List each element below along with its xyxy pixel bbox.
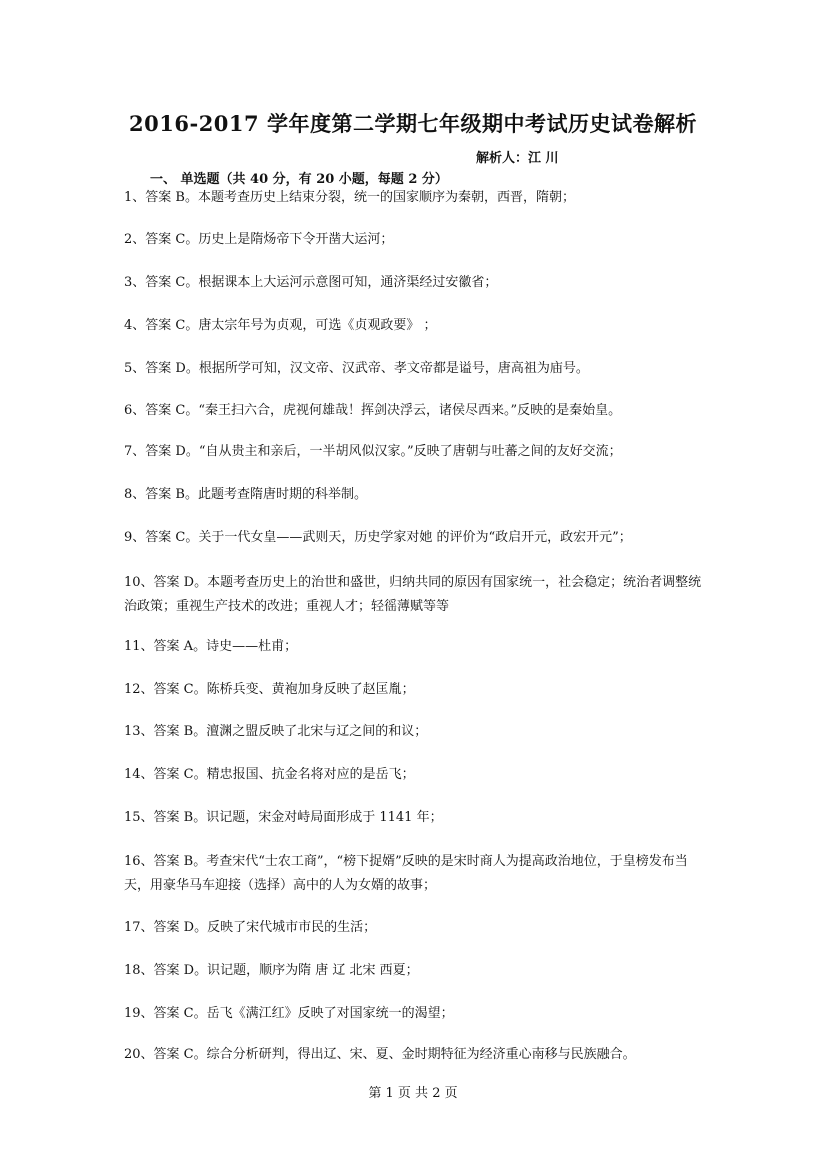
section-heading: 一、 单选题（共 40 分，有 20 小题，每题 2 分）	[150, 172, 448, 187]
answer-item-17: 17、答案 D。反映了宋代城市市民的生活；	[124, 920, 377, 935]
answer-item-7: 7、答案 D。“自从贵主和亲后，一半胡风似汉家。”反映了唐朝与吐蕃之间的友好交流；	[124, 444, 622, 459]
analyst-name: 解析人：江 川	[476, 151, 559, 166]
answer-item-20: 20、答案 C。综合分析研判，得出辽、宋、夏、金时期特征为经济重心南移与民族融合。	[124, 1047, 636, 1062]
answer-item-15: 15、答案 B。识记题，宋金对峙局面形成于 1141 年；	[124, 810, 443, 825]
answer-item-1: 1、答案 B。本题考查历史上结束分裂，统一的国家顺序为秦朝，西晋，隋朝；	[124, 190, 575, 205]
document-title: 2016-2017 学年度第二学期七年级期中考试历史试卷解析	[129, 111, 697, 136]
answer-item-6: 6、答案 C。“秦王扫六合，虎视何雄哉！挥剑决浮云，诸侯尽西来。”反映的是秦始皇。	[124, 403, 622, 418]
answer-item-3: 3、答案 C。根据课本上大运河示意图可知，通济渠经过安徽省；	[124, 275, 498, 290]
answer-item-2: 2、答案 C。历史上是隋炀帝下令开凿大运河；	[124, 232, 394, 247]
answer-item-16: 16、答案 B。考查宋代“士农工商”，“榜下捉婿”反映的是宋时商人为提高政治地位，于皇榜发布当天，用豪华马车迎接（选择）高中的人为女婿的故事；	[124, 854, 688, 893]
answer-item-11: 11、答案 A。诗史——杜甫；	[124, 639, 298, 654]
answer-item-13: 13、答案 B。澶渊之盟反映了北宋与辽之间的和议；	[124, 724, 428, 739]
answer-item-14: 14、答案 C。精忠报国、抗金名将对应的是岳飞；	[124, 767, 415, 782]
answer-item-12: 12、答案 C。陈桥兵变、黄袍加身反映了赵匡胤；	[124, 682, 415, 697]
answer-item-4: 4、答案 C。唐太宗年号为贞观，可选《贞观政要》 ；	[124, 318, 437, 333]
answer-item-18: 18、答案 D。识记题，顺序为隋 唐 辽 北宋 西夏；	[124, 963, 419, 978]
answer-item-8: 8、答案 B。此题考查隋唐时期的科举制。	[124, 487, 367, 502]
answer-item-19: 19、答案 C。岳飞《满江红》反映了对国家统一的渴望；	[124, 1006, 454, 1021]
page-footer: 第 1 页 共 2 页	[368, 1086, 458, 1101]
answer-item-10: 10、答案 D。本题考查历史上的治世和盛世，归纳共同的原因有国家统一，社会稳定；统治者调整统治政策；重视生产技术的改进；重视人才；轻徭薄赋等等	[124, 575, 702, 614]
answer-item-9: 9、答案 C。关于一代女皇——武则天，历史学家对她 的评价为“政启开元，政宏开元”；	[124, 530, 632, 545]
answer-item-5: 5、答案 D。根据所学可知，汉文帝、汉武帝、孝文帝都是谥号，唐高祖为庙号。	[124, 361, 589, 376]
